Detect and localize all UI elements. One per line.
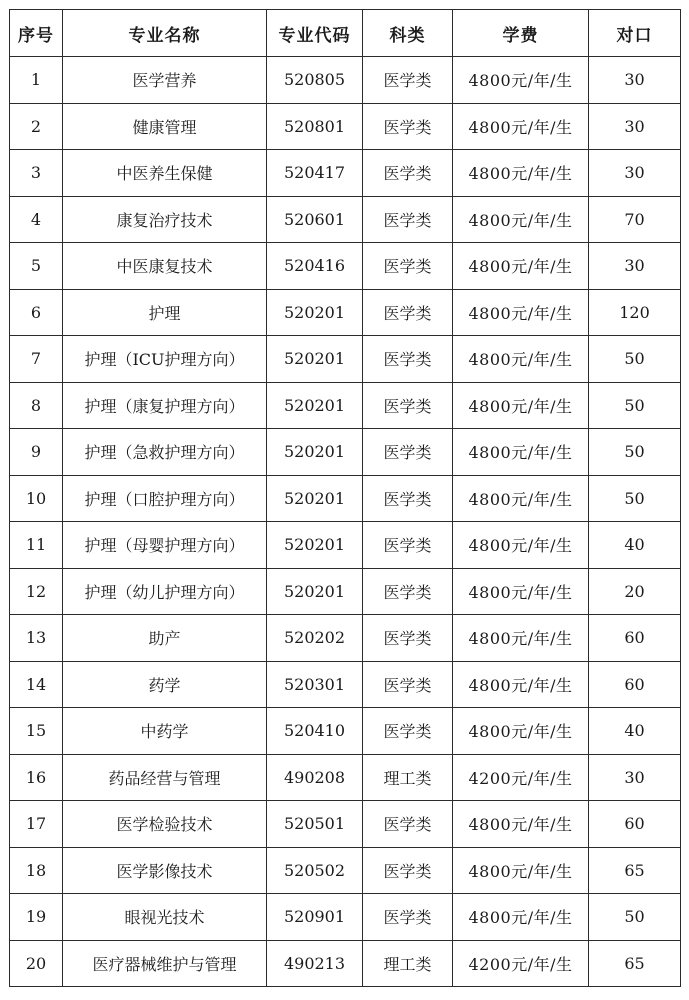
cell-category: 医学类 <box>363 103 453 150</box>
cell-no: 17 <box>10 801 63 848</box>
cell-quota: 60 <box>589 615 681 662</box>
cell-no: 5 <box>10 243 63 290</box>
table-row <box>10 429 681 476</box>
header-category: 科类 <box>363 10 453 57</box>
table-row <box>10 661 681 708</box>
cell-name: 中药学 <box>63 708 267 755</box>
table-row <box>10 103 681 150</box>
cell-code: 520801 <box>267 103 363 150</box>
cell-name: 医疗器械维护与管理 <box>63 940 267 987</box>
cell-code: 520201 <box>267 289 363 336</box>
cell-code: 520201 <box>267 382 363 429</box>
cell-fee: 4800元/年/生 <box>453 522 589 569</box>
cell-fee: 4800元/年/生 <box>453 661 589 708</box>
cell-category: 医学类 <box>363 475 453 522</box>
cell-quota: 50 <box>589 475 681 522</box>
cell-quota: 30 <box>589 103 681 150</box>
cell-quota: 30 <box>589 57 681 104</box>
cell-fee: 4800元/年/生 <box>453 429 589 476</box>
cell-quota: 60 <box>589 801 681 848</box>
cell-name: 护理（急救护理方向） <box>63 429 267 476</box>
table-row <box>10 801 681 848</box>
cell-category: 医学类 <box>363 708 453 755</box>
cell-quota: 30 <box>589 754 681 801</box>
table-row <box>10 382 681 429</box>
cell-fee: 4800元/年/生 <box>453 708 589 755</box>
cell-quota: 30 <box>589 243 681 290</box>
cell-category: 医学类 <box>363 150 453 197</box>
cell-name: 中医养生保健 <box>63 150 267 197</box>
cell-name: 药学 <box>63 661 267 708</box>
table-row <box>10 568 681 615</box>
table-row <box>10 615 681 662</box>
cell-category: 医学类 <box>363 894 453 941</box>
cell-code: 520502 <box>267 847 363 894</box>
cell-no: 19 <box>10 894 63 941</box>
header-quota: 对口 <box>589 10 681 57</box>
cell-category: 医学类 <box>363 289 453 336</box>
cell-code: 520201 <box>267 336 363 383</box>
cell-code: 520416 <box>267 243 363 290</box>
table-row <box>10 475 681 522</box>
cell-name: 医学检验技术 <box>63 801 267 848</box>
cell-fee: 4800元/年/生 <box>453 568 589 615</box>
cell-name: 眼视光技术 <box>63 894 267 941</box>
header-fee: 学费 <box>453 10 589 57</box>
cell-quota: 20 <box>589 568 681 615</box>
cell-code: 520201 <box>267 475 363 522</box>
cell-category: 医学类 <box>363 429 453 476</box>
cell-name: 护理（母婴护理方向） <box>63 522 267 569</box>
cell-no: 13 <box>10 615 63 662</box>
cell-category: 医学类 <box>363 801 453 848</box>
cell-quota: 120 <box>589 289 681 336</box>
cell-quota: 50 <box>589 382 681 429</box>
cell-fee: 4800元/年/生 <box>453 615 589 662</box>
cell-no: 4 <box>10 196 63 243</box>
cell-quota: 50 <box>589 429 681 476</box>
cell-no: 3 <box>10 150 63 197</box>
cell-name: 中医康复技术 <box>63 243 267 290</box>
table-row <box>10 243 681 290</box>
cell-name: 护理（ICU护理方向） <box>63 336 267 383</box>
cell-code: 520501 <box>267 801 363 848</box>
header-code: 专业代码 <box>267 10 363 57</box>
table-header <box>10 10 681 57</box>
cell-category: 医学类 <box>363 336 453 383</box>
table-row <box>10 894 681 941</box>
header-row <box>10 10 681 57</box>
cell-fee: 4800元/年/生 <box>453 150 589 197</box>
cell-no: 16 <box>10 754 63 801</box>
cell-name: 助产 <box>63 615 267 662</box>
cell-category: 医学类 <box>363 243 453 290</box>
cell-quota: 40 <box>589 708 681 755</box>
cell-category: 理工类 <box>363 754 453 801</box>
cell-fee: 4800元/年/生 <box>453 243 589 290</box>
cell-fee: 4800元/年/生 <box>453 103 589 150</box>
table-row <box>10 196 681 243</box>
cell-category: 医学类 <box>363 615 453 662</box>
cell-code: 520201 <box>267 522 363 569</box>
cell-fee: 4800元/年/生 <box>453 801 589 848</box>
cell-category: 医学类 <box>363 522 453 569</box>
table-row <box>10 150 681 197</box>
cell-quota: 40 <box>589 522 681 569</box>
cell-quota: 65 <box>589 847 681 894</box>
cell-name: 护理（康复护理方向） <box>63 382 267 429</box>
table-row <box>10 336 681 383</box>
cell-quota: 65 <box>589 940 681 987</box>
cell-name: 护理（口腔护理方向） <box>63 475 267 522</box>
cell-quota: 70 <box>589 196 681 243</box>
cell-fee: 4800元/年/生 <box>453 336 589 383</box>
header-name: 专业名称 <box>63 10 267 57</box>
cell-name: 医学营养 <box>63 57 267 104</box>
cell-no: 11 <box>10 522 63 569</box>
cell-name: 药品经营与管理 <box>63 754 267 801</box>
cell-code: 520301 <box>267 661 363 708</box>
table-body <box>10 57 681 987</box>
cell-no: 9 <box>10 429 63 476</box>
table-row <box>10 289 681 336</box>
cell-no: 6 <box>10 289 63 336</box>
cell-code: 490208 <box>267 754 363 801</box>
cell-no: 8 <box>10 382 63 429</box>
cell-code: 520201 <box>267 568 363 615</box>
table-row <box>10 522 681 569</box>
cell-category: 医学类 <box>363 847 453 894</box>
cell-name: 健康管理 <box>63 103 267 150</box>
majors-table <box>9 9 681 987</box>
cell-category: 医学类 <box>363 382 453 429</box>
cell-fee: 4200元/年/生 <box>453 754 589 801</box>
cell-fee: 4800元/年/生 <box>453 289 589 336</box>
cell-no: 14 <box>10 661 63 708</box>
cell-name: 护理（幼儿护理方向） <box>63 568 267 615</box>
table-row <box>10 708 681 755</box>
table-row <box>10 940 681 987</box>
cell-code: 520417 <box>267 150 363 197</box>
cell-category: 医学类 <box>363 57 453 104</box>
cell-quota: 30 <box>589 150 681 197</box>
cell-category: 医学类 <box>363 661 453 708</box>
cell-code: 520901 <box>267 894 363 941</box>
cell-no: 2 <box>10 103 63 150</box>
cell-fee: 4200元/年/生 <box>453 940 589 987</box>
cell-no: 12 <box>10 568 63 615</box>
cell-category: 医学类 <box>363 568 453 615</box>
table-row <box>10 57 681 104</box>
cell-fee: 4800元/年/生 <box>453 475 589 522</box>
cell-quota: 50 <box>589 336 681 383</box>
header-no: 序号 <box>10 10 63 57</box>
cell-no: 10 <box>10 475 63 522</box>
cell-quota: 60 <box>589 661 681 708</box>
cell-name: 护理 <box>63 289 267 336</box>
cell-code: 520202 <box>267 615 363 662</box>
cell-code: 520201 <box>267 429 363 476</box>
cell-fee: 4800元/年/生 <box>453 847 589 894</box>
cell-name: 医学影像技术 <box>63 847 267 894</box>
cell-no: 20 <box>10 940 63 987</box>
cell-no: 15 <box>10 708 63 755</box>
cell-fee: 4800元/年/生 <box>453 894 589 941</box>
table-row <box>10 847 681 894</box>
cell-fee: 4800元/年/生 <box>453 57 589 104</box>
cell-fee: 4800元/年/生 <box>453 382 589 429</box>
cell-code: 490213 <box>267 940 363 987</box>
cell-category: 医学类 <box>363 196 453 243</box>
cell-no: 1 <box>10 57 63 104</box>
table-row <box>10 754 681 801</box>
cell-category: 理工类 <box>363 940 453 987</box>
cell-fee: 4800元/年/生 <box>453 196 589 243</box>
cell-code: 520601 <box>267 196 363 243</box>
cell-code: 520410 <box>267 708 363 755</box>
cell-no: 18 <box>10 847 63 894</box>
cell-code: 520805 <box>267 57 363 104</box>
cell-name: 康复治疗技术 <box>63 196 267 243</box>
cell-no: 7 <box>10 336 63 383</box>
cell-quota: 50 <box>589 894 681 941</box>
